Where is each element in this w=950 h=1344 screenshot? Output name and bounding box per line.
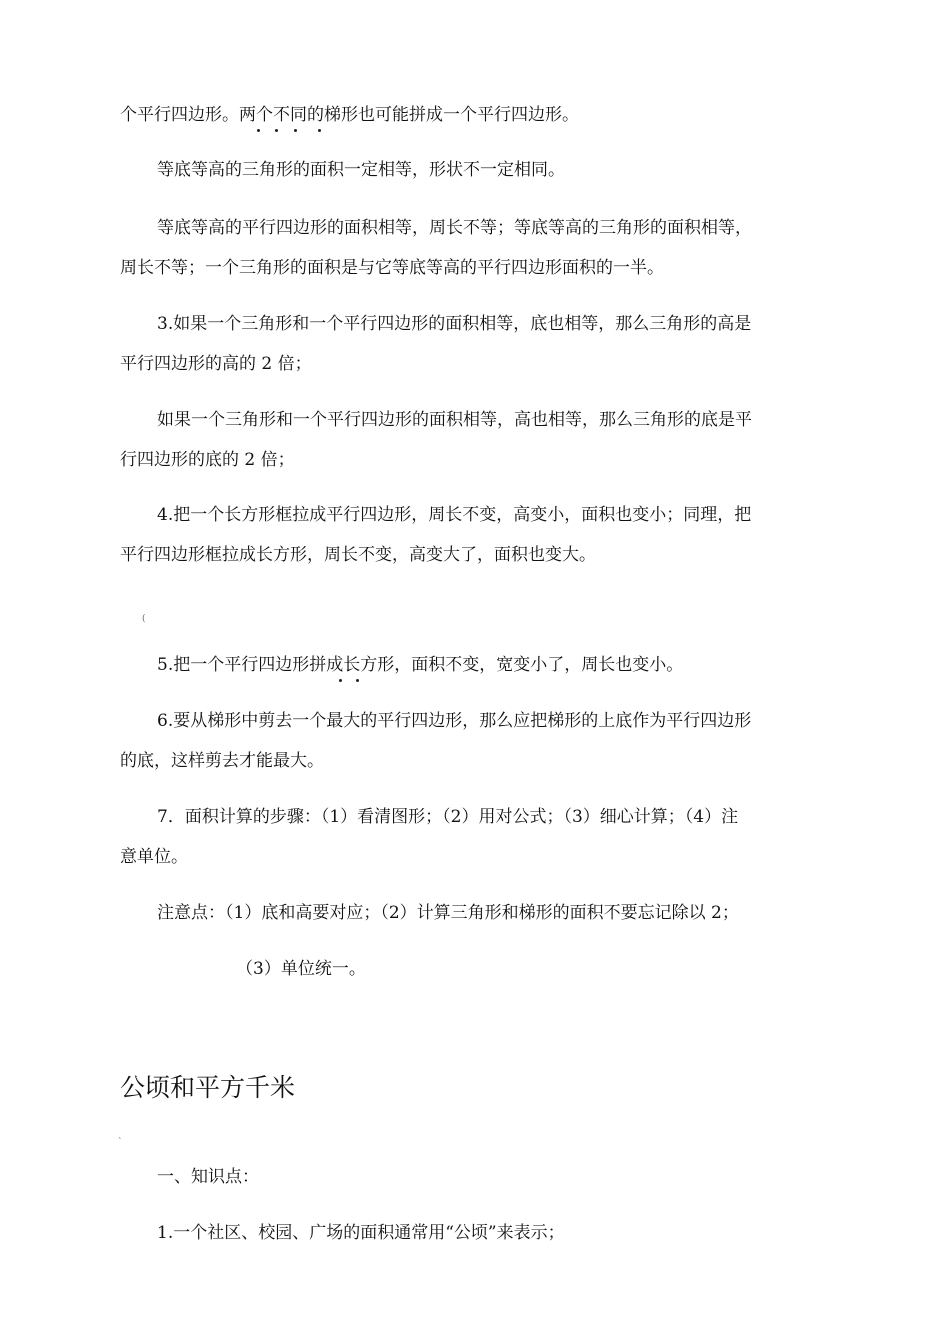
text-line-9: 4.把一个长方形框拉成平行四边形，周长不变，高变小，面积也变小；同理，把 <box>157 505 752 525</box>
section-line-2: 1.一个社区、校园、广场的面积通常用“公顷”来表示； <box>157 1223 565 1243</box>
text-line-3: 等底等高的平行四边形的面积相等，周长不等；等底等高的三角形的面积相等， <box>157 218 752 238</box>
text-line-2: 等底等高的三角形的面积一定相等，形状不一定相同。 <box>157 160 565 180</box>
emphasis-dot <box>257 129 260 132</box>
stray-mark-backtick: ` <box>118 1138 123 1148</box>
text-line-1: 个平行四边形。两个不同的梯形也可能拼成一个平行四边形。 <box>120 105 579 125</box>
emphasis-dot <box>275 129 278 132</box>
emphasis-dot <box>339 679 342 682</box>
text-line-11: 5.把一个平行四边形拼成长方形，面积不变，宽变小了，周长也变小。 <box>157 655 684 675</box>
emphasis-dot <box>294 129 297 132</box>
text-line-4: 周长不等；一个三角形的面积是与它等底等高的平行四边形面积的一半。 <box>120 258 664 278</box>
text-line-13: 的底，这样剪去才能最大。 <box>120 751 324 771</box>
text-line-6: 平行四边形的高的 2 倍； <box>120 354 312 374</box>
section-heading: 公顷和平方千米 <box>120 1073 296 1102</box>
text-line-12: 6.要从梯形中剪去一个最大的平行四边形，那么应把梯形的上底作为平行四边形 <box>157 711 752 731</box>
text-line-17: （3）单位统一。 <box>236 959 366 979</box>
stray-mark-paren: ( <box>142 614 146 624</box>
text-line-8: 行四边形的底的 2 倍； <box>120 450 295 470</box>
emphasis-dot <box>356 679 359 682</box>
section-line-1: 一、知识点： <box>157 1167 259 1187</box>
text-line-5: 3.如果一个三角形和一个平行四边形的面积相等，底也相等，那么三角形的高是 <box>157 314 752 334</box>
text-line-14: 7．面积计算的步骤：（1）看清图形；（2）用对公式；（3）细心计算；（4）注 <box>157 807 739 827</box>
emphasis-dot <box>318 129 321 132</box>
text-line-7: 如果一个三角形和一个平行四边形的面积相等，高也相等，那么三角形的底是平 <box>157 410 752 430</box>
text-line-15: 意单位。 <box>120 847 188 867</box>
text-line-16: 注意点：（1）底和高要对应；（2）计算三角形和梯形的面积不要忘记除以 2； <box>157 903 739 923</box>
text-line-10: 平行四边形框拉成长方形，周长不变，高变大了，面积也变大。 <box>120 545 596 565</box>
